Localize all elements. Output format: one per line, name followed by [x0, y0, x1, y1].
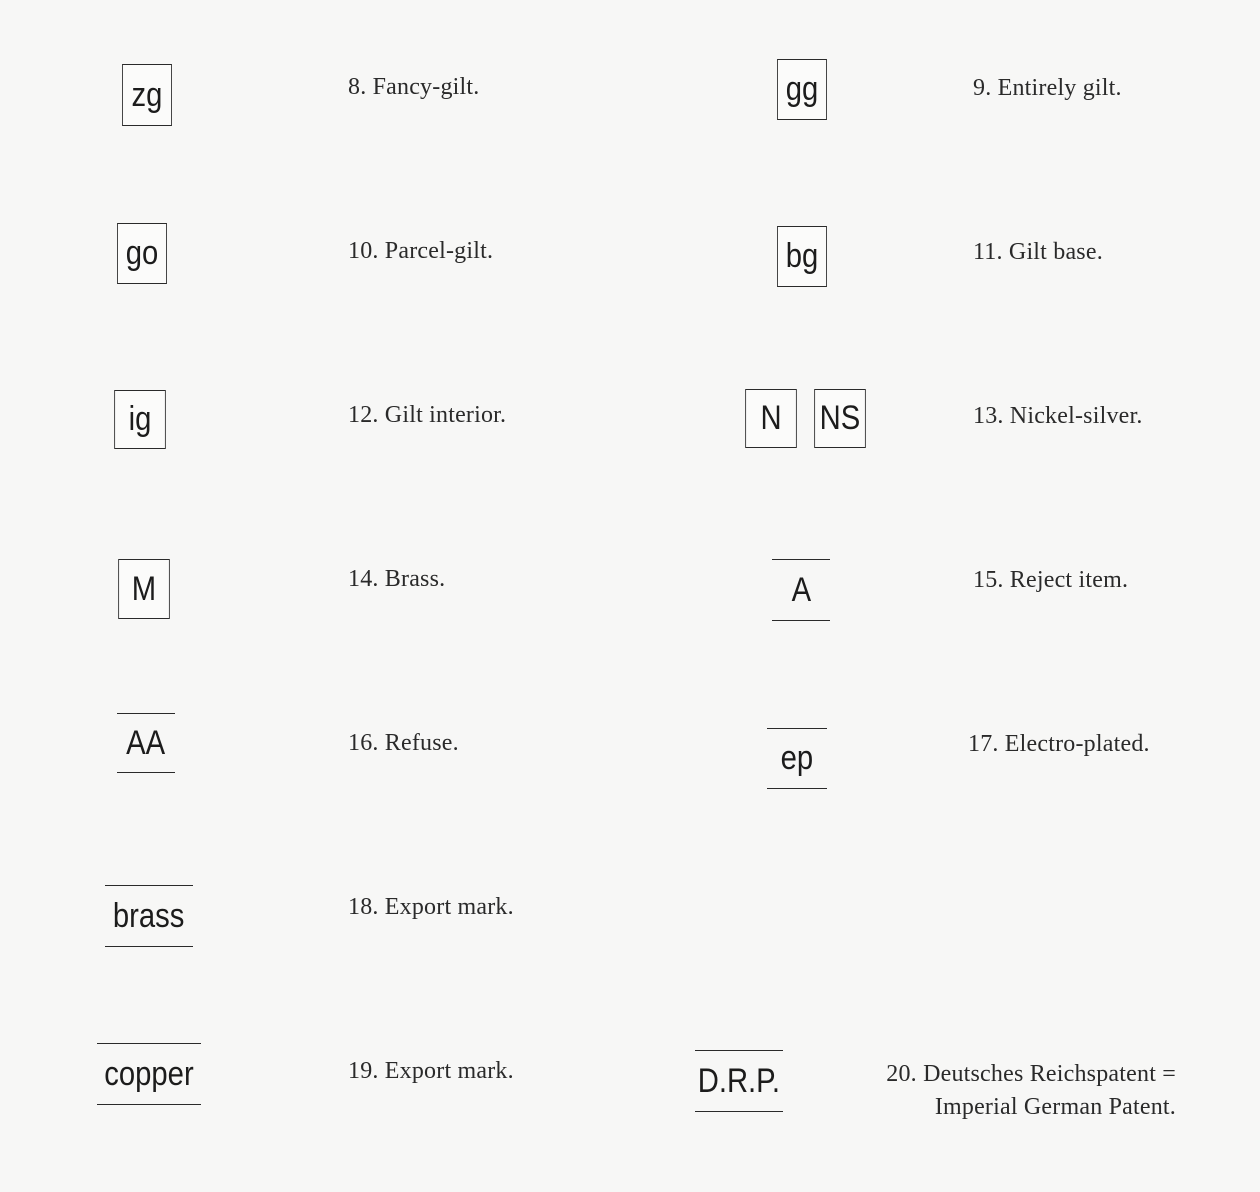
mark-aa — [117, 713, 175, 773]
mark-copper-text: copper — [104, 1054, 194, 1093]
mark-gg: gg — [777, 59, 827, 120]
caption-12: 12. Gilt interior. — [348, 402, 507, 428]
caption-11: 11. Gilt base. — [973, 239, 1103, 265]
caption-19: 19. Export mark. — [348, 1058, 514, 1084]
mark-drp-text: D.R.P. — [697, 1061, 781, 1100]
caption-14: 14. Brass. — [348, 566, 446, 592]
mark-aa-text: AA — [126, 723, 166, 762]
caption-18: 18. Export mark. — [348, 894, 514, 920]
mark-ep — [767, 728, 827, 789]
mark-m: M — [118, 559, 170, 619]
caption-9: 9. Entirely gilt. — [973, 75, 1122, 101]
mark-n: N — [745, 389, 797, 448]
mark-ns: NS — [814, 389, 866, 448]
mark-go: go — [117, 223, 167, 284]
mark-ig: ig — [114, 390, 166, 449]
caption-20-line1: 20. Deutsches Reichspatent = — [886, 1061, 1176, 1087]
caption-20-line2: Imperial German Patent. — [934, 1094, 1176, 1120]
mark-brass — [105, 885, 193, 947]
mark-brass-text: brass — [113, 896, 185, 935]
caption-20 — [886, 1058, 1176, 1124]
mark-a-text: A — [791, 570, 811, 609]
caption-16: 16. Refuse. — [348, 730, 459, 756]
mark-zg: zg — [122, 64, 172, 126]
caption-17: 17. Electro-plated. — [968, 731, 1150, 757]
caption-8: 8. Fancy-gilt. — [348, 74, 480, 100]
caption-10: 10. Parcel-gilt. — [348, 238, 494, 264]
mark-copper — [97, 1043, 201, 1105]
mark-ep-text: ep — [780, 739, 814, 777]
mark-drp — [695, 1050, 783, 1112]
mark-a — [772, 559, 830, 621]
caption-15: 15. Reject item. — [973, 567, 1129, 593]
caption-13: 13. Nickel-silver. — [973, 403, 1143, 429]
mark-bg: bg — [777, 226, 827, 287]
